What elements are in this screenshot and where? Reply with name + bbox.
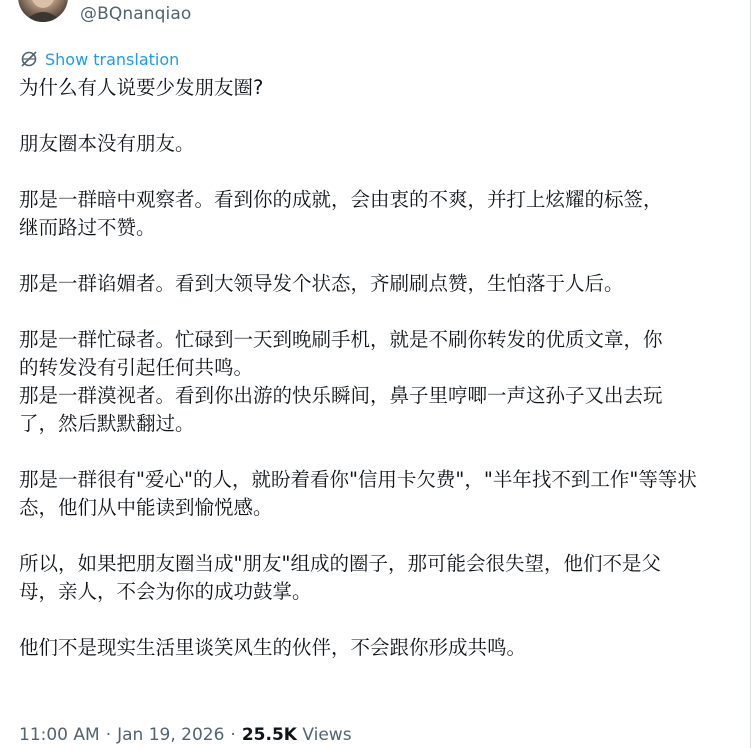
views-count: 25.5K (241, 725, 297, 745)
meta-separator: · (105, 725, 112, 745)
paragraph-gap (19, 298, 724, 326)
tweet-line: 那是一群忙碌者。忙碌到一天到晚刷手机，就是不刷你转发的优质文章，你 (19, 328, 663, 351)
tweet-line: 为什么有人说要少发朋友圈? (19, 76, 264, 99)
tweet-line: 朋友圈本没有朋友。 (19, 132, 195, 155)
tweet-line: 那是一群谄媚者。看到大领导发个状态，齐刷刷点赞，生怕落于人后。 (19, 272, 624, 295)
meta-separator: · (230, 725, 236, 745)
globe-translate-icon (19, 49, 39, 69)
tweet-line: 母，亲人，不会为你的成功鼓掌。 (19, 580, 312, 603)
tweet-line: 他们不是现实生活里谈笑风生的伙伴，不会跟你形成共鸣。 (19, 636, 527, 659)
avatar-image (18, 0, 68, 22)
tweet-time[interactable]: 11:00 AM (19, 725, 100, 745)
author-handle[interactable]: @BQnanqiao (80, 4, 192, 24)
views-label: Views (302, 725, 352, 745)
tweet-line: 那是一群很有"爱心"的人，就盼着看你"信用卡欠费"，"半年找不到工作"等等状 (19, 468, 697, 491)
avatar[interactable] (18, 0, 68, 22)
show-translation-label: Show translation (45, 49, 180, 69)
tweet-line: 态，他们从中能读到愉悦感。 (19, 496, 273, 519)
paragraph-gap (19, 242, 724, 270)
tweet-line: 了，然后默默翻过。 (19, 412, 195, 435)
tweet-date[interactable]: Jan 19, 2026 (117, 725, 225, 745)
tweet-line: 那是一群漠视者。看到你出游的快乐瞬间，鼻子里哼唧一声这孙子又出去玩 (19, 384, 663, 407)
paragraph-gap (19, 102, 724, 130)
tweet-line: 继而路过不赞。 (19, 216, 156, 239)
show-translation-button[interactable] (19, 49, 179, 69)
paragraph-gap (19, 438, 724, 466)
tweet-metadata (19, 725, 352, 745)
paragraph-gap (19, 606, 724, 634)
tweet-line: 所以，如果把朋友圈当成"朋友"组成的圈子，那可能会很失望，他们不是父 (19, 552, 661, 575)
paragraph-gap (19, 522, 724, 550)
tweet-line: 那是一群暗中观察者。看到你的成就，会由衷的不爽，并打上炫耀的标签， (19, 188, 663, 211)
paragraph-gap (19, 158, 724, 186)
tweet-text (19, 74, 724, 662)
tweet-line: 的转发没有引起任何共鸣。 (19, 356, 254, 379)
